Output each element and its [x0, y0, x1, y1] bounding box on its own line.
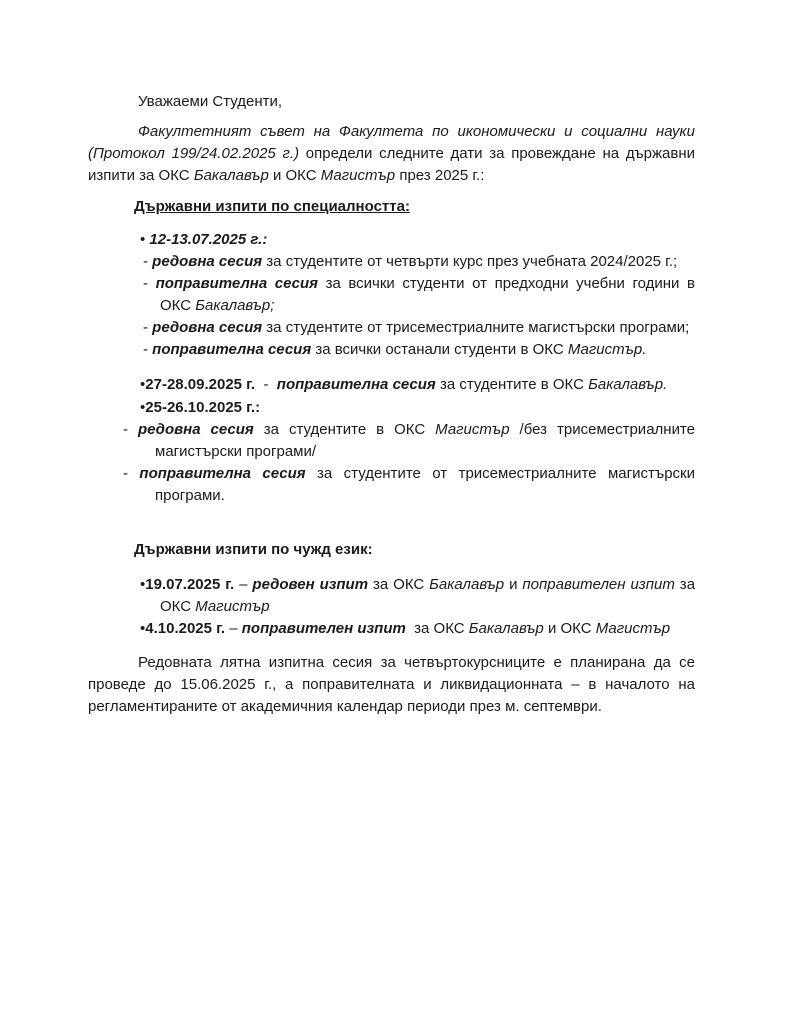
text-run: Магистър	[320, 167, 396, 184]
text-run: Уважаеми Студенти,	[138, 93, 283, 110]
intro-paragraph	[88, 121, 695, 187]
text-run: Бакалавър	[193, 167, 269, 184]
language-october-exam-line	[140, 618, 695, 640]
text-run: Бакалавър;	[195, 297, 275, 314]
text-run: редовна сесия	[137, 421, 254, 438]
closing-paragraph	[88, 652, 695, 718]
bullet-marker: •	[140, 576, 146, 593]
text-run: за ОКС	[405, 620, 469, 637]
text-run: Магистър.	[567, 341, 647, 358]
specialty-july-session-date	[140, 229, 695, 251]
text-run: /без трисеместриалните магистърски програми/	[155, 421, 695, 460]
text-run: и	[504, 576, 523, 593]
dash-marker: -	[143, 319, 153, 336]
language-exams-heading	[134, 539, 695, 561]
bullet-marker: •	[140, 376, 146, 393]
specialty-september-resit-line	[140, 374, 695, 396]
text-run: за студентите в ОКС	[253, 421, 436, 438]
language-july-exam-line	[140, 574, 695, 618]
text-run: Бакалавър	[429, 576, 505, 593]
text-run: редовна сесия	[152, 319, 263, 336]
text-run: поправителен изпит	[522, 576, 675, 593]
text-run: Бакалавър	[468, 620, 544, 637]
text-run: –	[225, 620, 242, 637]
text-run: за студентите от трисеместриалните магистърски програми;	[262, 319, 690, 336]
text-run: и ОКС	[543, 620, 596, 637]
text-run: Магистър	[595, 620, 671, 637]
specialty-october-regular-masters-item	[123, 419, 695, 463]
dash-marker: -	[143, 275, 156, 292]
text-run: Държавни изпити по специалността:	[134, 198, 410, 215]
text-run: 12-13.07.2025 г.:	[145, 231, 268, 248]
specialty-october-session-date	[140, 397, 695, 419]
text-run: 27-28.09.2025 г.	[145, 376, 256, 393]
salutation-paragraph	[88, 91, 695, 113]
text-run: за всички останали студенти в ОКС	[311, 341, 568, 358]
text-run: Бакалавър.	[588, 376, 668, 393]
text-run: -	[255, 376, 277, 393]
text-run: за ОКС	[160, 576, 696, 615]
text-run: 4.10.2025 г.	[145, 620, 226, 637]
text-run: Държавни изпити по чужд език:	[134, 541, 373, 558]
text-run: за студентите от трисеместриалните магистърски програми.	[155, 465, 695, 504]
text-run: определи следните дати за провеждане на държавни изпити за ОКС	[88, 145, 695, 184]
text-run: –	[234, 576, 253, 593]
text-run: за всички студенти от предходни учебни години в ОКС	[160, 275, 695, 314]
text-run: за ОКС	[368, 576, 430, 593]
text-run: поправителна сесия	[139, 465, 306, 482]
text-run: за студентите в ОКС	[435, 376, 589, 393]
dash-marker: -	[123, 421, 138, 438]
specialty-july-regular-masters-item	[143, 317, 695, 339]
text-run: Магистър	[195, 598, 270, 615]
text-run: за студентите от четвърти курс през учебната 2024/2025 г.;	[262, 253, 678, 270]
bullet-marker: •	[140, 231, 146, 248]
text-run: и ОКС	[268, 167, 321, 184]
text-run: през 2025 г.:	[395, 167, 485, 184]
text-run: поправителна сесия	[152, 341, 312, 358]
specialty-july-resit-session-item	[143, 273, 695, 317]
text-run: Факултетният съвет на Факултета по икономически и социални науки (Протокол 199/24.02.2025 г.)	[88, 123, 695, 162]
text-run: поправителна сесия	[276, 376, 436, 393]
text-run: поправителна сесия	[155, 275, 318, 292]
text-run: Редовната лятна изпитна сесия за четвъртокурсниците е планирана да се проведе до 15.06.2025 г., а поправителната и ликвидационната – в началото на регламентираните от академичния календар периоди през м. септември.	[88, 654, 695, 715]
specialty-exams-heading	[134, 196, 695, 218]
text-run: 25-26.10.2025 г.:	[145, 399, 261, 416]
specialty-july-resit-masters-item	[143, 339, 695, 361]
text-run: редовен изпит	[252, 576, 369, 593]
text-run: Магистър	[435, 421, 510, 438]
specialty-october-resit-trimester-item	[123, 463, 695, 507]
text-run: поправителен изпит	[241, 620, 406, 637]
dash-marker: -	[143, 341, 153, 358]
bullet-marker: •	[140, 620, 146, 637]
specialty-july-regular-session-item	[143, 251, 695, 273]
dash-marker: -	[143, 253, 153, 270]
dash-marker: -	[123, 465, 140, 482]
text-run: редовна сесия	[152, 253, 263, 270]
bullet-marker: •	[140, 399, 146, 416]
text-run: 19.07.2025 г.	[145, 576, 235, 593]
